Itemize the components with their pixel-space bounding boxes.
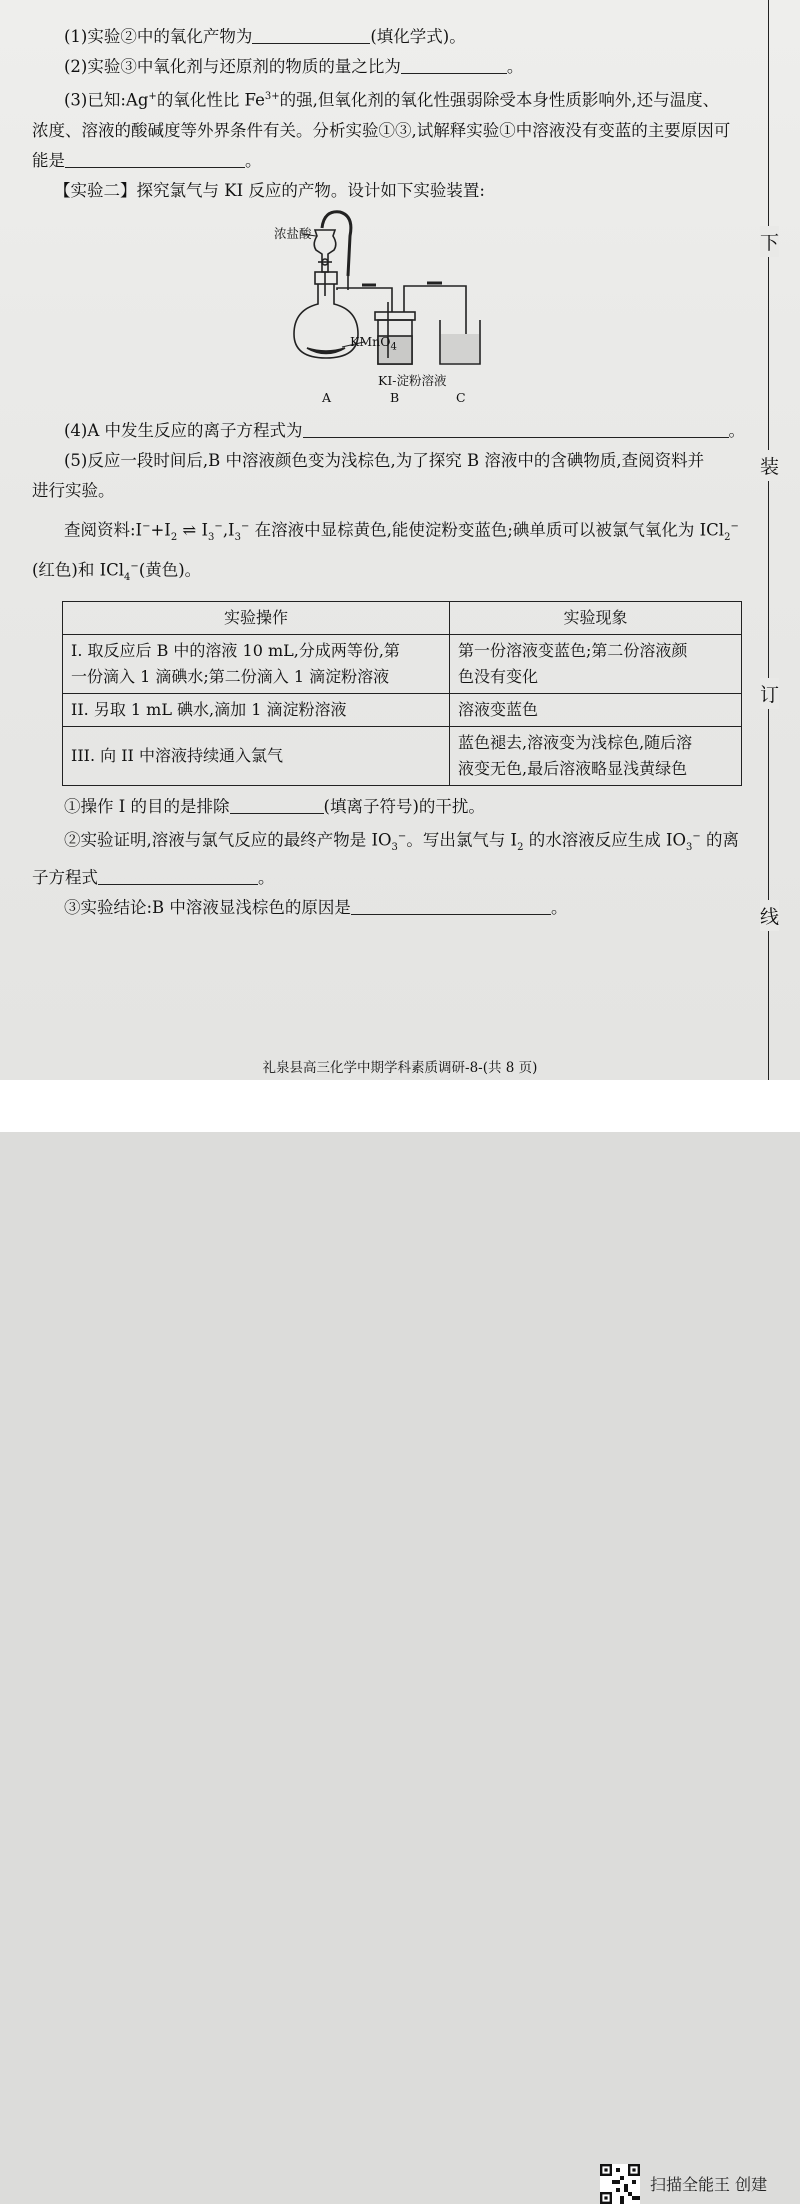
subscript: 2 <box>170 531 178 543</box>
ref-text-b: +I <box>150 520 171 539</box>
cell-text: 一份滴入 1 滴碘水;第二份滴入 1 滴淀粉溶液 <box>71 667 390 687</box>
question-3-line-1 <box>32 82 747 116</box>
ref-text-line2-a: (红色)和 ICl <box>32 560 125 580</box>
binding-char: 订 <box>760 678 779 709</box>
cell-text: 液变无色,最后溶液略显浅黄绿色 <box>458 759 688 779</box>
superscript: − <box>130 561 139 573</box>
q3-text-b: 的氧化性比 Fe <box>156 90 265 110</box>
superscript: + <box>148 91 157 102</box>
subscript: 2 <box>724 531 731 543</box>
cell-text: III. 向 II 中溶液持续通入氯气 <box>71 746 283 766</box>
s2-text-b: 。写出氯气与 I <box>406 830 518 850</box>
page-footer: 礼泉县高三化学中期学科素质调研-8-(共 8 页) <box>262 1060 538 1076</box>
exam-page <box>0 0 800 1080</box>
subquestion-2-line-1 <box>32 822 747 863</box>
q1-text: (1)实验②中的氧化产物为 <box>64 27 253 46</box>
q2-suffix: 。 <box>506 57 524 76</box>
label-c: C <box>456 389 466 405</box>
page-content <box>32 22 747 923</box>
table-cell-operation <box>63 694 450 727</box>
superscript: − <box>240 520 250 532</box>
question-2 <box>32 52 747 82</box>
equilibrium-arrow: ⇌ <box>177 520 202 539</box>
experiment-table <box>62 601 742 786</box>
question-5-line-1 <box>32 446 747 476</box>
answer-blank[interactable] <box>98 866 258 885</box>
table-cell-operation <box>63 635 450 694</box>
label-a: A <box>322 389 332 405</box>
cell-text: 溶液变蓝色 <box>458 700 539 720</box>
superscript: − <box>692 831 701 843</box>
question-4 <box>32 416 747 446</box>
binding-char: 下 <box>760 226 779 257</box>
experiment-2-text: 【实验二】探究氯气与 KI 反应的产物。设计如下实验装置: <box>54 180 485 200</box>
s3-text: ③实验结论:B 中溶液显浅棕色的原因是 <box>64 897 351 917</box>
question-3-line-3 <box>32 146 747 176</box>
label-ki-starch: KI-淀粉溶液 <box>378 372 447 388</box>
subscript: 3 <box>391 841 398 853</box>
s2-text-c: 的水溶液反应生成 IO <box>523 830 686 850</box>
answer-blank[interactable] <box>351 896 551 915</box>
q3-suffix: 。 <box>245 150 262 170</box>
apparatus-diagram <box>32 206 747 416</box>
superscript: − <box>142 520 151 532</box>
cell-text: 蓝色褪去,溶液变为浅棕色,随后溶 <box>458 733 693 753</box>
label-b: B <box>390 389 400 405</box>
table-row <box>63 635 742 694</box>
answer-blank[interactable] <box>252 25 370 44</box>
s2-text-d: 的离 <box>700 830 740 850</box>
question-3-line-2 <box>32 116 747 146</box>
table-cell-operation <box>63 727 450 786</box>
answer-blank[interactable] <box>401 55 507 74</box>
reference-line-2 <box>32 552 747 593</box>
answer-blank[interactable] <box>303 419 729 438</box>
q1-suffix: (填化学式)。 <box>370 27 466 46</box>
superscript: − <box>397 831 407 843</box>
subscript: 2 <box>517 841 524 853</box>
label-kmno4 <box>350 334 397 353</box>
s2-suffix: 。 <box>258 867 275 887</box>
q3-text-line2: 浓度、溶液的酸碱度等外界条件有关。分析实验①③,试解释实验①中溶液没有变蓝的主要原因可 <box>32 120 731 140</box>
s2-text-a: ②实验证明,溶液与氯气反应的最终产物是 IO <box>64 830 392 850</box>
answer-blank[interactable] <box>65 149 245 168</box>
experiment-2-heading <box>32 176 747 206</box>
q3-text-line3: 能是 <box>32 150 65 170</box>
q4-text: (4)A 中发生反应的离子方程式为 <box>64 420 303 440</box>
q4-suffix: 。 <box>728 420 746 440</box>
q5-text-line2: 进行实验。 <box>32 480 115 500</box>
q3-text-c: 的强,但氧化剂的氧化性强弱除受本身性质影响外,还与温度、 <box>279 90 720 110</box>
subscript: 3 <box>208 531 215 543</box>
subscript: 3 <box>234 531 241 543</box>
table-row <box>63 727 742 786</box>
table-header-phenomenon: 实验现象 <box>450 602 742 635</box>
table-cell-phenomenon <box>450 727 742 786</box>
binding-char: 装 <box>760 450 779 481</box>
label-hcl: 浓盐酸 <box>274 225 312 241</box>
s2-text-line2: 子方程式 <box>32 867 98 887</box>
subquestion-3 <box>32 893 747 923</box>
subscript: 4 <box>124 572 131 584</box>
question-5-line-2 <box>32 476 747 506</box>
table-row <box>63 694 742 727</box>
ref-text-c: I <box>201 520 209 539</box>
ref-text-a: 查阅资料:I <box>64 520 143 539</box>
q3-text-a: (3)已知:Ag <box>64 90 149 110</box>
q2-text: (2)实验③中氧化剂与还原剂的物质的量之比为 <box>64 57 401 76</box>
table-cell-phenomenon <box>450 694 742 727</box>
answer-blank[interactable] <box>230 795 324 814</box>
scanner-watermark-bar <box>0 1080 800 2194</box>
superscript: − <box>214 520 223 532</box>
binding-char: 线 <box>760 900 779 931</box>
s3-suffix: 。 <box>550 897 568 917</box>
cell-text: II. 另取 1 mL 碘水,滴加 1 滴淀粉溶液 <box>71 700 347 720</box>
superscript: − <box>730 520 739 532</box>
table-cell-phenomenon <box>450 635 742 694</box>
label-kmno4-text: KMnO <box>350 333 391 349</box>
ref-text-line2-b: (黄色)。 <box>138 560 202 580</box>
subquestion-1 <box>32 792 747 822</box>
scanner-watermark-text: 扫描全能王 创建 <box>650 2175 768 2194</box>
ref-text-e: 在溶液中显棕黄色,能使淀粉变蓝色;碘单质可以被氯气氧化为 ICl <box>249 520 725 539</box>
table-header-row <box>63 602 742 635</box>
reference-line-1 <box>32 512 747 553</box>
subscript: 3 <box>686 841 693 853</box>
subscript: 4 <box>390 341 397 352</box>
cell-text: 第一份溶液变蓝色;第二份溶液颜 <box>458 641 688 661</box>
ref-text-d: ,I <box>222 520 235 539</box>
cell-text: I. 取反应后 B 中的溶液 10 mL,分成两等份,第 <box>71 641 400 661</box>
superscript: 3+ <box>264 91 280 102</box>
cell-text: 色没有变化 <box>458 667 539 687</box>
subquestion-2-line-2 <box>32 863 747 893</box>
s1-suffix: (填离子符号)的干扰。 <box>323 797 485 817</box>
s1-text: ①操作 I 的目的是排除 <box>64 797 230 817</box>
qr-code-icon <box>600 2164 640 2204</box>
q5-text-line1: (5)反应一段时间后,B 中溶液颜色变为浅棕色,为了探究 B 溶液中的含碘物质,查阅资料并 <box>64 450 705 470</box>
table-header-operation: 实验操作 <box>63 602 450 635</box>
question-1 <box>32 22 747 52</box>
